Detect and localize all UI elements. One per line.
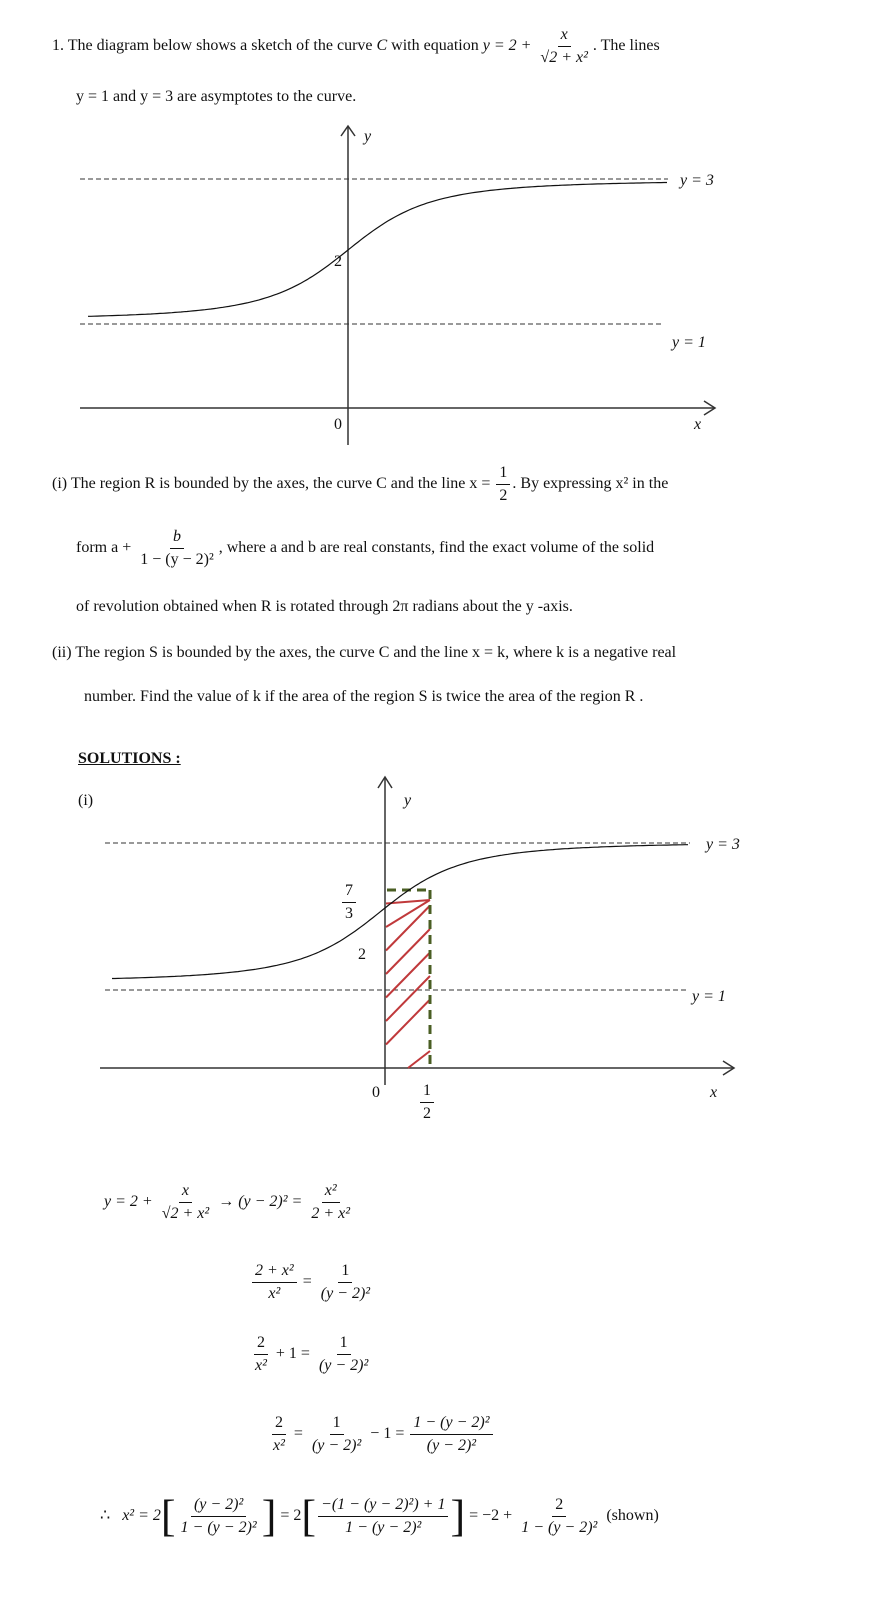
- hatch-line: [386, 976, 430, 1021]
- fraction: [178, 1494, 260, 1539]
- working-line-5: [100, 1491, 659, 1541]
- fraction: [252, 1260, 297, 1305]
- fraction: [410, 1412, 492, 1457]
- seven-thirds-label: [342, 880, 356, 925]
- hatch-line: [408, 1051, 430, 1068]
- denominator: x²: [273, 1437, 285, 1454]
- fraction: [159, 1180, 212, 1225]
- denominator: 1 − (y − 2)²: [180, 1519, 257, 1536]
- y-axis-label-2: y: [404, 792, 412, 809]
- hatch-line: [386, 906, 430, 951]
- asymptote-statement: y = 1 and y = 3 are asymptotes to the curve.: [76, 88, 357, 105]
- fraction: [318, 1494, 448, 1539]
- numerator: 2: [552, 1494, 566, 1517]
- denominator: x²: [255, 1357, 267, 1374]
- denominator: (y − 2)²: [318, 1357, 369, 1374]
- numerator: 2: [254, 1332, 268, 1355]
- denominator: √2 + x²: [540, 49, 588, 66]
- bracket: ]: [261, 1491, 277, 1541]
- numerator: (y − 2)²: [193, 1496, 244, 1513]
- part-i-text: [52, 462, 668, 507]
- denominator: 1 − (y − 2)²: [521, 1519, 598, 1536]
- intro-text-c: . The lines: [592, 37, 660, 55]
- denominator: (y − 2)²: [311, 1437, 362, 1454]
- denominator: 3: [345, 905, 353, 922]
- part-i-c: of revolution obtained when R is rotated through 2π radians about the y -axis.: [76, 598, 573, 615]
- fraction: [252, 1332, 270, 1377]
- expr: → (y − 2)² =: [218, 1193, 303, 1211]
- denominator: (y − 2)²: [426, 1437, 477, 1454]
- bracket: ]: [450, 1491, 466, 1541]
- fraction: [270, 1412, 288, 1457]
- fraction: [316, 1332, 371, 1377]
- region-r-hatching: [386, 900, 430, 1068]
- denominator: √2 + x²: [161, 1205, 210, 1222]
- bracket: [: [301, 1491, 317, 1541]
- numerator: 1: [330, 1412, 344, 1435]
- denominator: 2: [499, 487, 508, 504]
- expr: y = 2 +: [104, 1193, 153, 1211]
- numerator: 1: [496, 462, 510, 485]
- expr: − 1 =: [370, 1425, 405, 1443]
- curve-c: [88, 183, 667, 317]
- intro-text-b: with equation: [391, 37, 479, 55]
- expr: =: [302, 1273, 312, 1291]
- numerator: x²: [324, 1182, 337, 1199]
- hatch-line: [386, 929, 430, 974]
- therefore-symbol: ∴: [100, 1507, 111, 1525]
- numerator: 1: [420, 1080, 434, 1103]
- denominator: 1 − (y − 2)²: [345, 1519, 422, 1536]
- expr: = −2 +: [469, 1507, 513, 1525]
- fraction: [309, 1412, 364, 1457]
- bracket: [: [160, 1491, 176, 1541]
- form-fraction: [137, 526, 217, 571]
- part-ii-b: number. Find the value of k if the area of the region S is twice the area of the region R .: [84, 688, 644, 705]
- x-axis-label-2: x: [710, 1084, 718, 1101]
- denominator: 2 + x²: [311, 1205, 351, 1222]
- hatch-line: [386, 953, 430, 998]
- denominator: 2: [423, 1105, 431, 1122]
- curve-name: C: [376, 37, 388, 55]
- hatch-line: [386, 1000, 430, 1045]
- asymptote-upper-label-2: y = 3: [706, 836, 740, 853]
- part-i-a: (i) The region R is bounded by the axes, the curve C and the line x =: [52, 475, 491, 493]
- fraction: [308, 1180, 353, 1225]
- origin-label-2: 0: [372, 1084, 380, 1101]
- solutions-heading: SOLUTIONS :: [78, 750, 181, 767]
- working-line-3: [250, 1332, 373, 1377]
- numerator: −(1 − (y − 2)²) + 1: [321, 1496, 446, 1513]
- x-axis-label: x: [694, 416, 702, 433]
- working-line-1: [104, 1180, 355, 1225]
- part-ii-a: (ii) The region S is bounded by the axes, the curve C and the line x = k, where k is a negative real: [52, 644, 677, 661]
- numerator: x: [181, 1182, 189, 1199]
- y-axis-label: y: [364, 128, 372, 145]
- numerator: 1: [337, 1332, 351, 1355]
- solution-part-label: (i): [78, 792, 94, 809]
- intro-text: 1. The diagram below shows a sketch of the curve: [52, 37, 373, 55]
- expr: = 2: [280, 1507, 302, 1525]
- form-a: form a +: [76, 539, 132, 557]
- asymptote-lower-label: y = 1: [672, 334, 706, 351]
- fraction: [518, 1494, 600, 1539]
- numerator: 7: [342, 880, 356, 903]
- denominator: x²: [268, 1285, 281, 1302]
- asymptote-lower-label-2: y = 1: [692, 988, 726, 1005]
- numerator: b: [172, 528, 181, 545]
- part-i-b: . By expressing x² in the: [512, 475, 669, 493]
- fraction: [318, 1260, 373, 1305]
- expr: x² = 2: [122, 1507, 161, 1525]
- denominator: (y − 2)²: [320, 1285, 371, 1302]
- half-fraction: [496, 462, 510, 507]
- numerator: 2 + x²: [255, 1262, 294, 1279]
- x-half-label: [420, 1080, 434, 1125]
- origin-label: 0: [334, 416, 342, 433]
- denominator: 1 − (y − 2)²: [140, 551, 214, 568]
- working-line-4: [268, 1412, 495, 1457]
- numerator: 1: [338, 1260, 352, 1283]
- asymptote-upper-label: y = 3: [680, 172, 714, 189]
- numerator: 2: [272, 1412, 286, 1435]
- numerator: x: [560, 26, 568, 43]
- expr: =: [293, 1425, 303, 1443]
- intercept-label-2: 2: [358, 946, 366, 963]
- form-text: [76, 526, 654, 571]
- equation-lhs: y = 2 +: [482, 37, 532, 55]
- shown-note: (shown): [606, 1507, 659, 1525]
- working-line-2: [250, 1260, 375, 1305]
- form-b: , where a and b are real constants, find the exact volume of the solid: [218, 539, 655, 557]
- numerator: 1 − (y − 2)²: [413, 1414, 490, 1431]
- expr: + 1 =: [275, 1345, 310, 1363]
- intercept-label: 2: [334, 253, 342, 270]
